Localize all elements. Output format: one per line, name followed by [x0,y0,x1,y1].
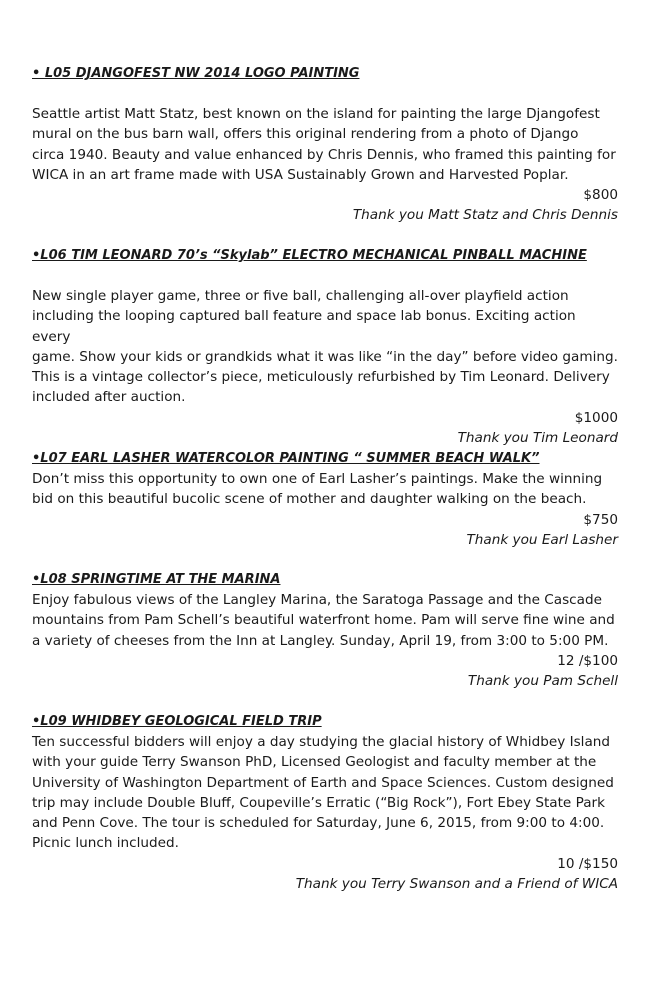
lot-donor-thanks: Thank you Earl Lasher [466,531,618,548]
lot-donor-thanks: Thank you Pam Schell [467,673,618,690]
lot-price: 12 /$100 [557,652,618,669]
lot-donor-thanks: Thank you Tim Leonard [457,430,618,447]
lot-description: Ten successful bidders will enjoy a day studying the glacial history of Whidbey Island with your guide Terry Swanson PhD, Licensed Geologist and faculty member at the University of Washington Department of Earth and Space Sciences. Custom designed trip may include Double Bluff, Coupeville’s Erratic (“Big Rock”), Fort Ebey State Park and Penn Cove. The tour is scheduled for Saturday, June 6, 2015, from 9:00 to 4:00. Picnic lunch included. [32,734,614,852]
lot-l05 [32,64,618,226]
lot-description: Seattle artist Matt Statz, best known on the island for painting the large Djangofest mural on the bus barn wall, offers this original rendering from a photo of Django circa 1940. Beauty and value enhanced by Chris Dennis, who framed this painting for WICA in an art frame made with USA Sustainably Grown and Harvested Poplar. [32,106,616,183]
lot-title: • L05 DJANGOFEST NW 2014 LOGO PAINTING [32,66,360,81]
lot-l08 [32,570,618,691]
lot-l06 [32,246,618,448]
lot-description: Enjoy fabulous views of the Langley Marina, the Saratoga Passage and the Cascade mountains from Pam Schell’s beautiful waterfront home. Pam will serve fine wine and a variety of cheeses from the Inn at Langley. Sunday, April 19, from 3:00 to 5:00 PM. [32,592,615,649]
lot-l09 [32,712,618,894]
lot-title: •L08 SPRINGTIME AT THE MARINA [32,572,281,587]
lot-donor-thanks: Thank you Terry Swanson and a Friend of WICA [295,876,618,893]
lot-title: •L09 WHIDBEY GEOLOGICAL FIELD TRIP [32,714,322,729]
lot-title: •L06 TIM LEONARD 70’s “Skylab” ELECTRO MECHANICAL PINBALL MACHINE [32,248,587,263]
lot-title: •L07 EARL LASHER WATERCOLOR PAINTING “ SUMMER BEACH WALK” [32,451,540,466]
lot-description: New single player game, three or five ball, challenging all-over playfield action including the looping captured ball feature and space lab bonus. Exciting action every game. Show your kids or grandkids what it was like “in the day” before video gaming. This is a vintage collector’s piece, meticulously refurbished by Tim Leonard. Delivery included after auction. [32,288,618,406]
lot-l07 [32,449,618,550]
lot-description: Don’t miss this opportunity to own one of Earl Lasher’s paintings. Make the winning bid on this beautiful bucolic scene of mother and daughter walking on the beach. [32,471,603,508]
lot-price: $800 [583,187,618,204]
lot-donor-thanks: Thank you Matt Statz and Chris Dennis [352,207,618,224]
lot-price: 10 /$150 [557,855,618,872]
lot-price: $1000 [574,409,618,426]
lot-price: $750 [583,511,618,528]
